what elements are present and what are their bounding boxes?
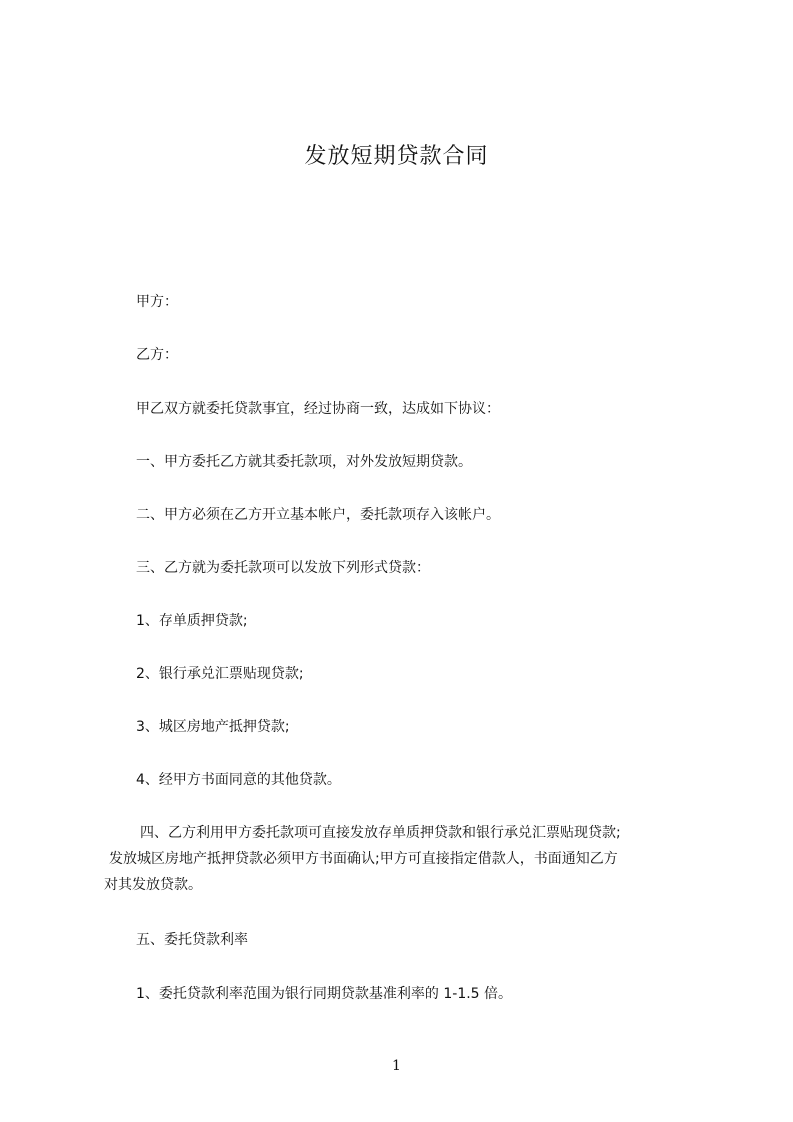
clause-5-heading: 五、委托贷款利率 [136,932,248,948]
clause-3: 三、乙方就为委托款项可以发放下列形式贷款： [136,560,430,576]
clause-4-line: 对其发放贷款。 [104,877,202,893]
clause-3-item-1: 1、存单质押贷款; [136,613,248,629]
page-number: 1 [392,1058,401,1074]
clause-5-item-1: 1、委托贷款利率范围为银行同期贷款基准利率的 1-1.5 倍。 [136,986,513,1002]
clause-1: 一、甲方委托乙方就其委托款项，对外发放短期贷款。 [136,454,472,470]
clause-3-item-2: 2、银行承兑汇票贴现贷款; [136,666,304,682]
intro-paragraph: 甲乙双方就委托贷款事宜，经过协商一致，达成如下协议： [136,401,500,417]
clause-4 [104,820,704,898]
party-b-label: 乙方： [136,347,178,363]
party-a-label: 甲方： [136,294,178,310]
clause-3-item-3: 3、城区房地产抵押贷款; [136,719,290,735]
clause-2: 二、甲方必须在乙方开立基本帐户，委托款项存入该帐户。 [136,507,500,523]
clause-4-line: 四、乙方利用甲方委托款项可直接发放存单质押贷款和银行承兑汇票贴现贷款; [140,825,621,841]
clause-3-item-4: 4、经甲方书面同意的其他贷款。 [136,772,341,788]
clause-4-line: 发放城区房地产抵押贷款必须甲方书面确认;甲方可直接指定借款人，书面通知乙方 [109,851,618,867]
document-title: 发放短期贷款合同 [304,144,489,169]
